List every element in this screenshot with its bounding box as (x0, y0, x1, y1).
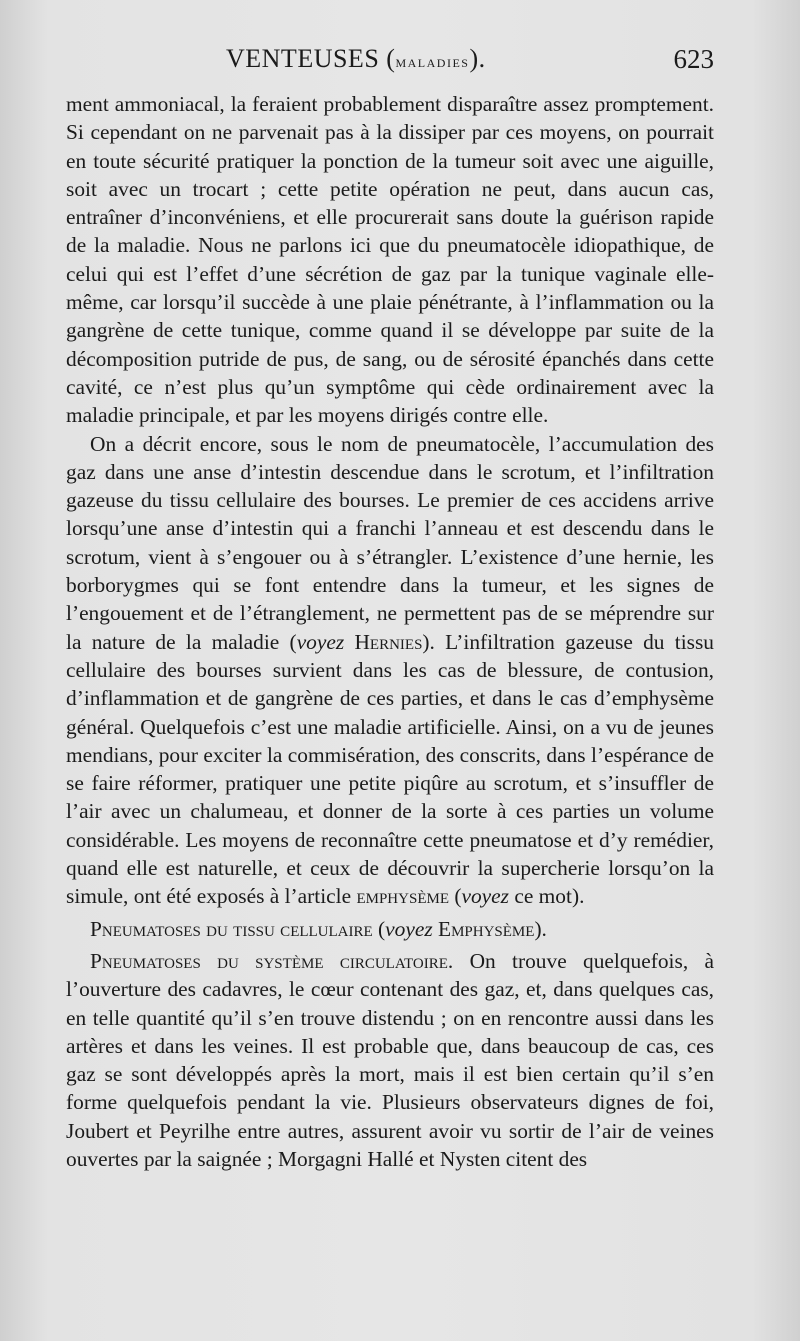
entry-pneumatoses-tissu-cellulaire (66, 915, 714, 943)
cross-reference-voyez: voyez (385, 916, 433, 941)
paragraph-text-part: ce mot). (508, 884, 585, 909)
running-header (66, 44, 714, 84)
entry-pneumatoses-systeme-circulatoire (66, 947, 714, 1173)
running-title-close-paren: ). (469, 44, 486, 73)
paragraph-pneumatocele (66, 430, 714, 911)
body-text (66, 90, 714, 1173)
cross-reference-hernies: Hernies (344, 629, 423, 654)
paragraph-text: On trouve quelquefois, à l’ouverture des cadavres, le cœur contenant des gaz, et, dans quelques cas, en telle quantité qu’il s’en trouve distendu ; on en rencontre aussi dans les artères et dans les veines. Il est probable que, dans beaucoup de cas, ces gaz se sont développés après la mort, mais il est bien certain qu’il s’en forme quelquefois pendant la vie. Plusieurs observateurs dignes de foi, Joubert et Peyrilhe entre autres, assurent avoir vu sortir de l’air de veines ouvertes par la saignée ; Morgagni Hallé et Nysten citent des (66, 948, 715, 1171)
paragraph-text-part: ). (534, 916, 547, 941)
cross-reference-emphyseme: emphysème (356, 884, 449, 909)
page-number: 623 (673, 44, 714, 74)
entry-heading: Pneumatoses du tissu cellulaire (90, 916, 373, 941)
running-title-open-paren: ( (379, 44, 396, 73)
running-title-sub: maladies (395, 52, 470, 71)
paragraph-text-part: ( (372, 916, 386, 941)
running-title (226, 44, 486, 74)
cross-reference-voyez: voyez (461, 884, 509, 909)
paragraph-text-part: On a décrit encore, sous le nom de pneumatocèle, l’accumulation des gaz dans une anse d’intestin descendue dans le scrotum, et l’infiltration gazeuse du tissu cellulaire des bourses. Le premier de ces accidens arrive lorsqu’une anse d’intestin qui a franchi l’anneau et est descendu dans le scrotum, vient à s’engouer ou à s’étrangler. L’existence d’une hernie, les borborygmes qui se font entendre dans la tumeur, et les signes de l’engouement et de l’étranglement, ne permettent pas de se méprendre sur la nature de la maladie ( (66, 431, 714, 654)
cross-reference-emphyseme: Emphysème (432, 916, 535, 941)
paragraph-text: ment ammoniacal, la feraient probablement disparaître assez promptement. Si cependant on ne parvenait pas à la dissiper par ces moyens, on pourrait en toute sécurité pratiquer la ponction de la tumeur soit avec une aiguille, soit avec un trocart ; cette petite opération ne peut, dans aucun cas, entraîner d’inconvéniens, et elle procurerait sans doute la guérison rapide de la maladie. Nous ne parlons ici que du pneumatocèle idiopathique, de celui qui est l’effet d’une sécrétion de gaz par la tunique vaginale elle-même, car lorsqu’il succède à une plaie pénétrante, à l’inflammation ou la gangrène de cette tunique, comme quand il se développe par suite de la décomposition putride de pus, de sang, ou de sérosité épanchés dans cette cavité, ce n’est plus qu’un symptôme qui cède ordinairement avec la maladie principale, et par les moyens dirigés contre elle. (66, 92, 714, 428)
running-title-main: VENTEUSES (226, 44, 380, 73)
cross-reference-voyez: voyez (296, 629, 345, 654)
entry-heading: Pneumatoses du système circulatoire. (90, 948, 454, 973)
paragraph-text-part: ). L’infiltration gazeuse du tissu cellulaire des bourses survient dans les cas de blessure, de contusion, d’inflammation et de gangrène de ces parties, et dans le cas d’emphysème général. Quelquefois c’est une maladie artificielle. Ainsi, on a vu de jeunes mendians, pour exciter la commisération, des conscrits, dans l’espérance de se faire réformer, pratiquer une petite piqûre au scrotum, et s’insuffler de l’air avec un chalumeau, et donner de la sorte à ces parties un volume considérable. Les moyens de reconnaître cette pneumatose et d’y remédier, quand elle est naturelle, et ceux de découvrir la supercherie lorsqu’on la simule, ont été exposés à l’article (66, 629, 714, 909)
paragraph-text-part: ( (448, 884, 462, 909)
paragraph-continuation (66, 90, 714, 430)
